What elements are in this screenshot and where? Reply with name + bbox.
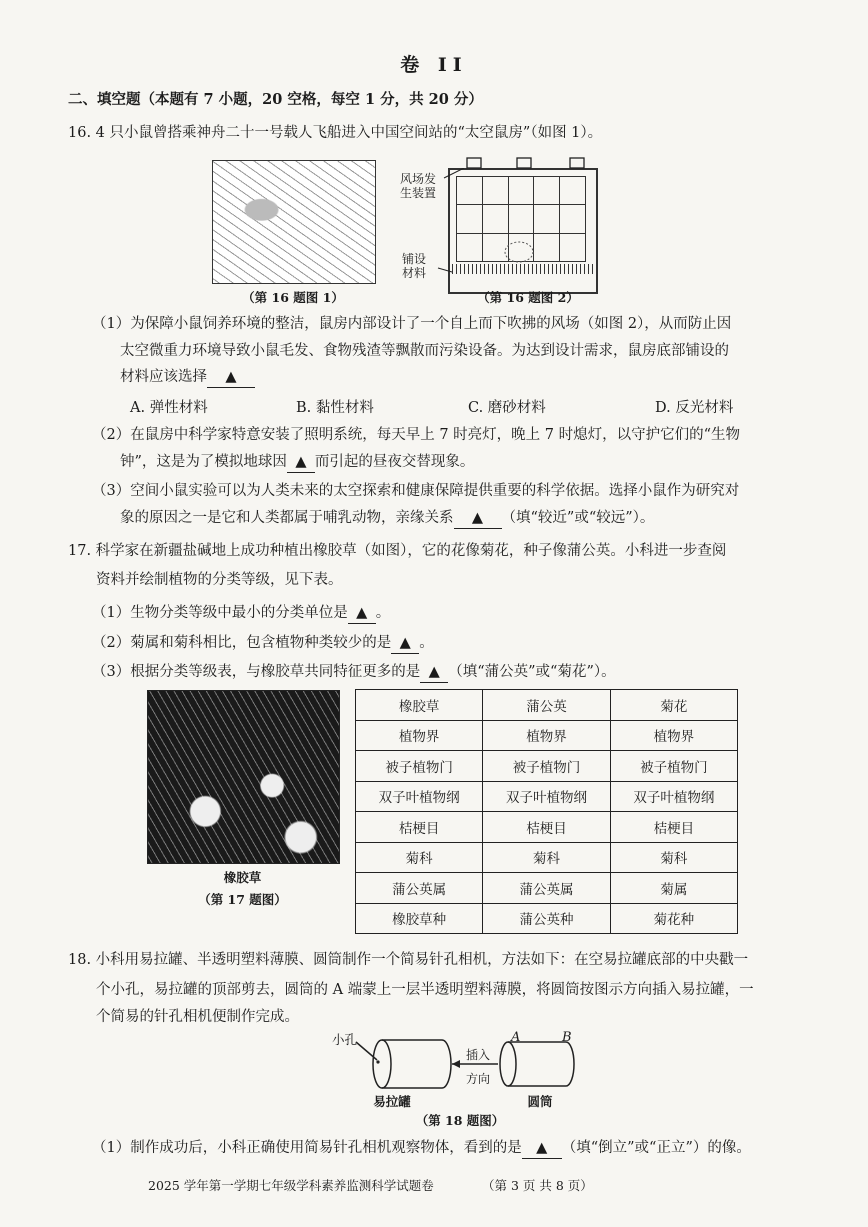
- footer-exam-name: 2025 学年第一学期七年级学科素养监测科学试题卷: [148, 1178, 434, 1193]
- q16-p3-line2: 象的原因之一是它和人类都属于哺乳动物，亲缘关系 ▲ （填“较近”或“较远”）。: [120, 508, 654, 529]
- q17-stem-line1: 17. 科学家在新疆盐碱地上成功种植出橡胶草（如图），它的花像菊花，种子像蒲公英。小科进一步查阅: [68, 543, 727, 559]
- q18-fig-caption: （第 18 题图）: [415, 1113, 505, 1128]
- footer-page-info: （第 3 页 共 8 页）: [482, 1178, 593, 1193]
- q18-label-direction: 方向: [466, 1072, 491, 1086]
- table-row: [356, 842, 738, 873]
- table-cell: 双子叶植物纲: [483, 781, 610, 812]
- q16-option-d: D. 反光材料: [655, 400, 734, 416]
- q16-label-fan-2: 生装置: [400, 186, 437, 200]
- table-cell: 菊属: [610, 873, 737, 904]
- q17-p1-blank[interactable]: ▲: [348, 603, 376, 624]
- table-cell: 菊花种: [610, 903, 737, 934]
- q17-stem-line2: 资料并绘制植物的分类等级，见下表。: [96, 572, 343, 588]
- q18-label-tube: 圆筒: [527, 1094, 553, 1109]
- q16-mouse-sketch: [495, 232, 545, 266]
- table-cell: 双子叶植物纲: [610, 781, 737, 812]
- table-cell: 被子植物门: [356, 751, 483, 782]
- q16-label-bedding-1: 铺设: [402, 252, 427, 266]
- table-cell: 桔梗目: [356, 812, 483, 843]
- q18-label-insert: 插入: [466, 1048, 491, 1062]
- table-cell: 蒲公英属: [356, 873, 483, 904]
- q16-option-c: C. 磨砂材料: [468, 400, 546, 416]
- table-row: [356, 903, 738, 934]
- q17-fig-caption: （第 17 题图）: [198, 892, 287, 907]
- q18-label-b: B: [562, 1030, 572, 1045]
- q16-fig1-caption: （第 16 题图 1）: [242, 290, 344, 305]
- table-row: [356, 812, 738, 843]
- q16-label-bedding-2: 材料: [402, 266, 427, 280]
- q17-photo-caption: 橡胶草: [223, 870, 262, 885]
- table-cell: 菊科: [610, 842, 737, 873]
- q16-p1-line2: 太空微重力环境导致小鼠毛发、食物残渣等飘散而污染设备。为达到设计需求，鼠房底部铺设的: [120, 343, 729, 359]
- q18-label-hole: 小孔: [332, 1032, 358, 1047]
- q16-p1-blank[interactable]: ▲: [207, 367, 255, 388]
- q16-option-b: B. 黏性材料: [296, 400, 374, 416]
- section-heading: 二、填空题（本题有 7 小题，20 空格，每空 1 分，共 20 分）: [68, 91, 483, 108]
- q18-p1: （1）制作成功后，小科正确使用简易针孔相机观察物体，看到的是 ▲ （填“倒立”或“正立”）的像。: [92, 1138, 751, 1159]
- q18-stem-line3: 个简易的针孔相机便制作完成。: [96, 1009, 299, 1025]
- table-cell: 橡胶草种: [356, 903, 483, 934]
- table-row: [356, 781, 738, 812]
- table-cell: 植物界: [610, 720, 737, 751]
- q17-p1: （1）生物分类等级中最小的分类单位是 ▲ 。: [92, 603, 390, 624]
- table-cell: 桔梗目: [483, 812, 610, 843]
- table-cell: 橡胶草: [356, 690, 483, 721]
- q18-p1-blank[interactable]: ▲: [522, 1138, 562, 1159]
- q16-p3-blank[interactable]: ▲: [454, 508, 502, 529]
- q17-classification-table: [355, 689, 738, 934]
- table-cell: 被子植物门: [610, 751, 737, 782]
- table-cell: 双子叶植物纲: [356, 781, 483, 812]
- q18-label-a: A: [511, 1030, 521, 1045]
- q18-stem-line2: 个小孔，易拉罐的顶部剪去，圆筒的 A 端蒙上一层半透明塑料薄膜，将圆筒按图示方向插入易拉罐，一: [96, 982, 754, 998]
- q17-p2-blank[interactable]: ▲: [391, 633, 419, 654]
- q17-p3: （3）根据分类等级表，与橡胶草共同特征更多的是 ▲ （填“蒲公英”或“菊花”）。: [92, 662, 616, 683]
- table-row: [356, 690, 738, 721]
- q17-photo-rubber-dandelion: [147, 690, 340, 864]
- table-row: [356, 873, 738, 904]
- q16-p3-line1: （3）空间小鼠实验可以为人类未来的太空探索和健康保障提供重要的科学依据。选择小鼠作为研究对: [92, 483, 740, 499]
- table-cell: 植物界: [483, 720, 610, 751]
- table-cell: 蒲公英种: [483, 903, 610, 934]
- table-row: [356, 751, 738, 782]
- table-cell: 被子植物门: [483, 751, 610, 782]
- q17-p3-blank[interactable]: ▲: [420, 662, 448, 683]
- q16-stem: 16. 4 只小鼠曾搭乘神舟二十一号载人飞船进入中国空间站的“太空鼠房”（如图 1）。: [68, 125, 603, 141]
- q16-p1-line3: 材料应该选择 ▲: [120, 367, 255, 388]
- table-cell: 蒲公英属: [483, 873, 610, 904]
- table-cell: 植物界: [356, 720, 483, 751]
- table-cell: 菊花: [610, 690, 737, 721]
- table-cell: 蒲公英: [483, 690, 610, 721]
- q16-p2-line2: 钟”，这是为了模拟地球因 ▲ 而引起的昼夜交替现象。: [120, 452, 474, 473]
- q16-p2-line1: （2）在鼠房中科学家特意安装了照明系统，每天早上 7 时亮灯，晚上 7 时熄灯，以守护它们的“生物: [92, 427, 741, 443]
- q16-photo-mouse: [212, 160, 376, 284]
- q17-p2: （2）菊属和菊科相比，包含植物种类较少的是 ▲ 。: [92, 633, 434, 654]
- volume-title: 卷 II: [400, 54, 468, 76]
- table-cell: 菊科: [483, 842, 610, 873]
- q18-stem-line1: 18. 小科用易拉罐、半透明塑料薄膜、圆筒制作一个简易针孔相机，方法如下：在空易拉罐底部的中央戳一: [68, 952, 749, 968]
- q16-label-fan-1: 风场发: [400, 172, 437, 186]
- q16-label-pointers: [428, 168, 488, 292]
- table-cell: 菊科: [356, 842, 483, 873]
- table-row: [356, 720, 738, 751]
- q16-p2-blank[interactable]: ▲: [287, 452, 315, 473]
- q16-option-a: A. 弹性材料: [130, 400, 208, 416]
- q18-label-can: 易拉罐: [373, 1094, 411, 1109]
- q16-p1-line1: （1）为保障小鼠饲养环境的整洁，鼠房内部设计了一个自上而下吹拂的风场（如图 2），从而防止因: [92, 316, 732, 332]
- table-cell: 桔梗目: [610, 812, 737, 843]
- q16-fig2-caption: （第 16 题图 2）: [477, 290, 579, 305]
